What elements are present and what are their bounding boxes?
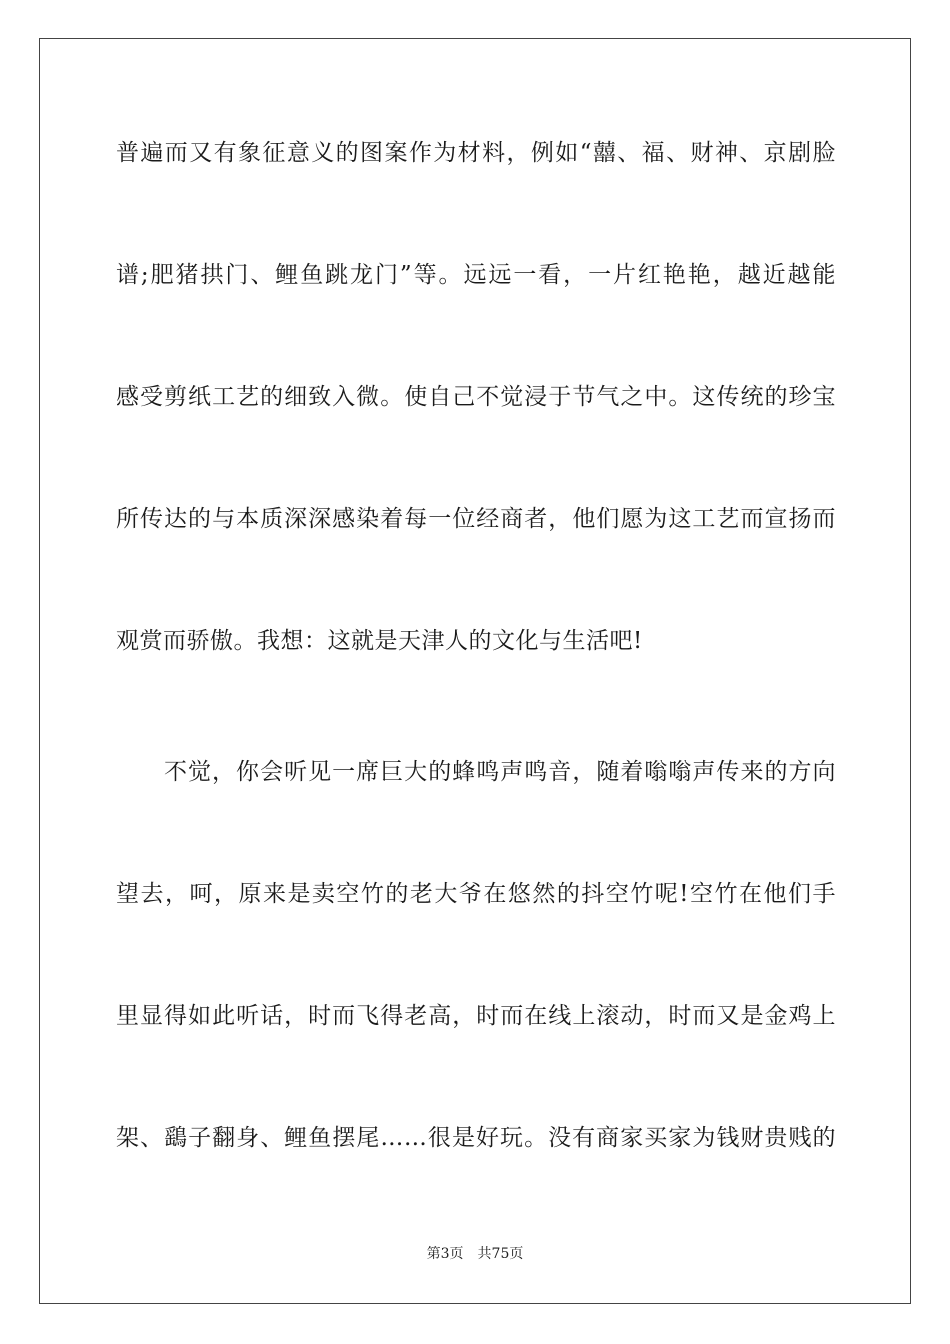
page-footer bbox=[0, 1244, 950, 1264]
page-border bbox=[39, 38, 911, 1304]
text-line: 架、鷂子翻身、鲤鱼摆尾……很是好玩。没有商家买家为钱财贵贱的 bbox=[116, 1125, 836, 1151]
page-number: 第3页 bbox=[426, 1246, 464, 1262]
text-line: 里显得如此听话，时而飞得老高，时而在线上滚动，时而又是金鸡上 bbox=[116, 1003, 836, 1029]
text-line: 观赏而骄傲。我想：这就是天津人的文化与生活吧! bbox=[116, 628, 643, 654]
text-line: 普遍而又有象征意义的图案作为材料，例如“囍、福、财神、京剧脸 bbox=[116, 140, 836, 166]
page-total: 共75页 bbox=[477, 1246, 524, 1262]
text-line: 望去，呵，原来是卖空竹的老大爷在悠然的抖空竹呢!空竹在他们手 bbox=[116, 881, 836, 907]
text-line: 谱;肥猪拱门、鲤鱼跳龙门”等。远远一看，一片红艳艳，越近越能 bbox=[116, 262, 836, 288]
text-line: 感受剪纸工艺的细致入微。使自己不觉浸于节气之中。这传统的珍宝 bbox=[116, 384, 836, 410]
paragraph-first-line: 不觉，你会听见一席巨大的蜂鸣声鸣音，随着嗡嗡声传来的方向 bbox=[164, 759, 836, 785]
text-line: 所传达的与本质深深感染着每一位经商者，他们愿为这工艺而宣扬而 bbox=[116, 506, 836, 532]
